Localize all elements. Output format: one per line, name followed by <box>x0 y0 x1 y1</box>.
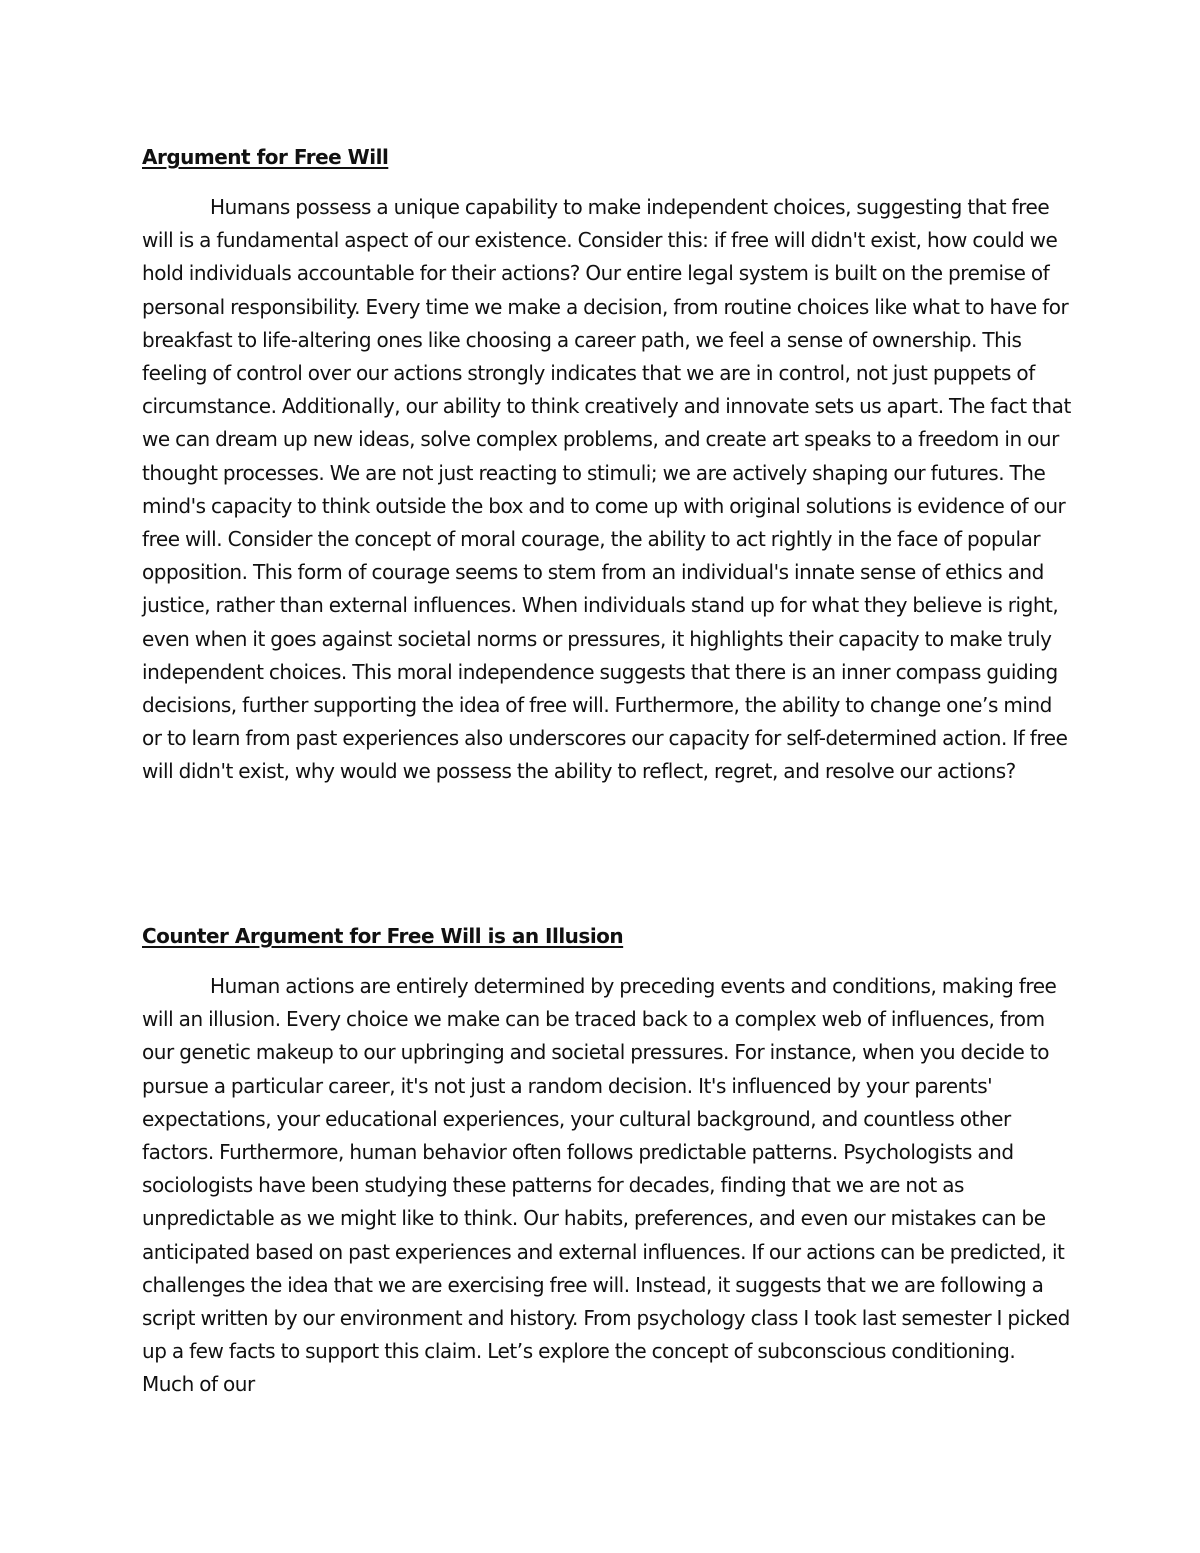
counter-argument-section <box>142 922 1072 1402</box>
argument-paragraph: Humans possess a unique capability to make independent choices, suggesting that free will is a fundamental aspect of our existence. Consider this: if free will didn't exist, how could we hold individuals accountable for their actions? Our entire legal system is built on the premise of personal responsibility. Every time we make a decision, from routine choices like what to have for breakfast to life-altering ones like choosing a career path, we feel a sense of ownership. This feeling of control over our actions strongly indicates that we are in control, not just puppets of circumstance. Additionally, our ability to think creatively and innovate sets us apart. The fact that we can dream up new ideas, solve complex problems, and create art speaks to a freedom in our thought processes. We are not just reacting to stimuli; we are actively shaping our futures. The mind's capacity to think outside the box and to come up with original solutions is evidence of our free will. Consider the concept of moral courage, the ability to act rightly in the face of popular opposition. This form of courage seems to stem from an individual's innate sense of ethics and justice, rather than external influences. When individuals stand up for what they believe is right, even when it goes against societal norms or pressures, it highlights their capacity to make truly independent choices. This moral independence suggests that there is an inner compass guiding decisions, further supporting the idea of free will. Furthermore, the ability to change one’s mind or to learn from past experiences also underscores our capacity for self-determined action. If free will didn't exist, why would we possess the ability to reflect, regret, and resolve our actions? <box>142 195 1071 784</box>
counter-argument-heading: Counter Argument for Free Will is an Illusion <box>142 924 624 948</box>
argument-heading: Argument for Free Will <box>142 145 389 169</box>
counter-argument-paragraph: Human actions are entirely determined by preceding events and conditions, making free will an illusion. Every choice we make can be traced back to a complex web of influences, from our genetic makeup to our upbringing and societal pressures. For instance, when you decide to pursue a particular career, it's not just a random decision. It's influenced by your parents' expectations, your educational experiences, your cultural background, and countless other factors. Furthermore, human behavior often follows predictable patterns. Psychologists and sociologists have been studying these patterns for decades, finding that we are not as unpredictable as we might like to think. Our habits, preferences, and even our mistakes can be anticipated based on past experiences and external influences. If our actions can be predicted, it challenges the idea that we are exercising free will. Instead, it suggests that we are following a script written by our environment and history. From psychology class I took last semester I picked up a few facts to support this claim. Let’s explore the concept of subconscious conditioning. Much of our <box>142 974 1070 1397</box>
argument-section <box>142 143 1072 789</box>
